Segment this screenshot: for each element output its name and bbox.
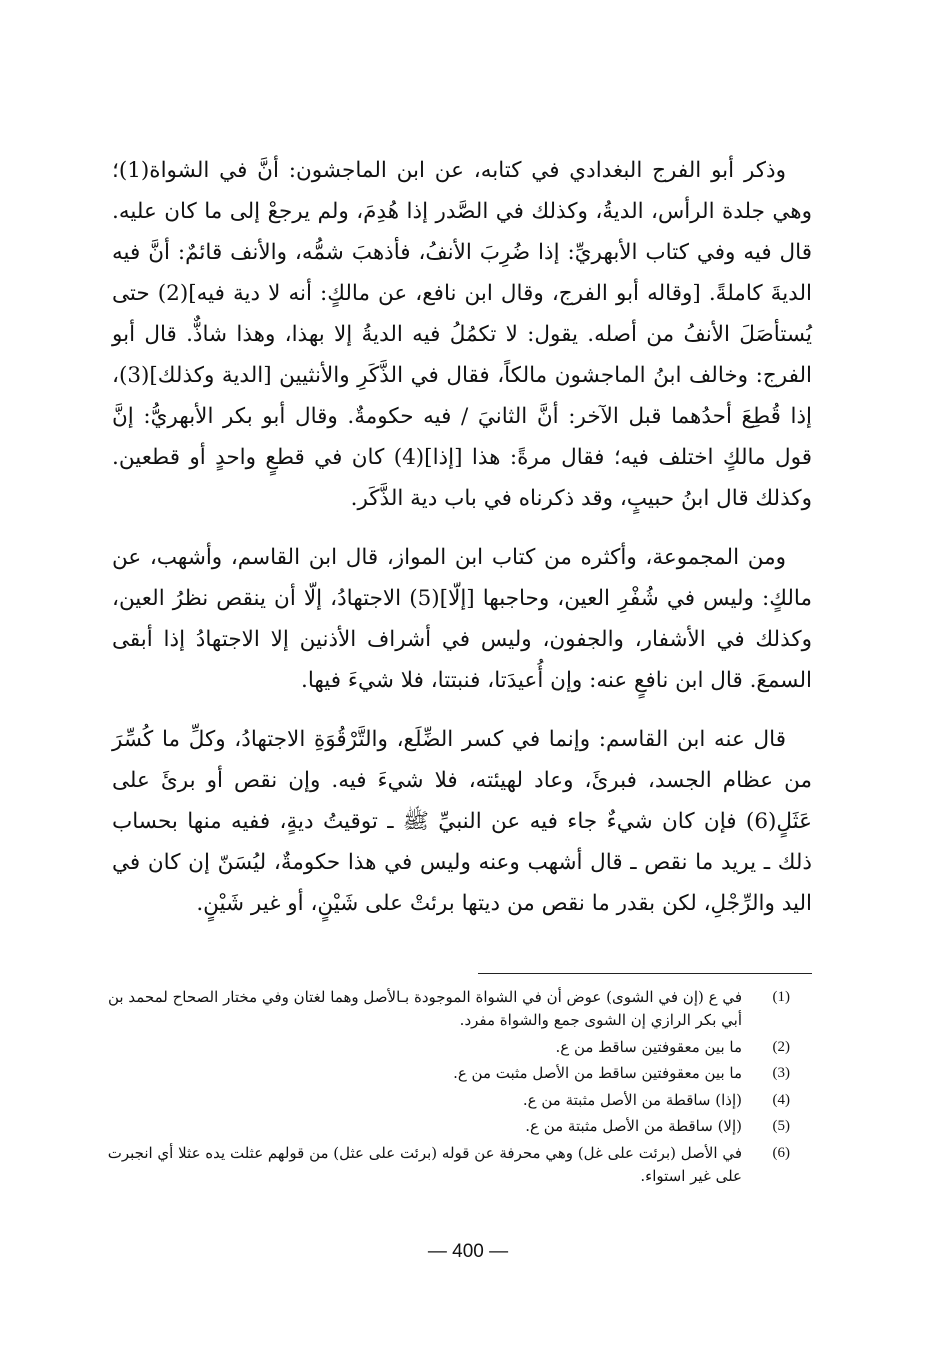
footnote-6 (100, 1142, 790, 1188)
footnote-number: (1) (772, 989, 790, 1005)
footnote-text: ما بين معقوفتين ساقط من الأصل مثبت من ع. (453, 1064, 742, 1082)
footnote-text: ما بين معقوفتين ساقط من ع. (555, 1037, 742, 1056)
footnote-number: (6) (772, 1144, 790, 1161)
footnote-1 (100, 986, 790, 1032)
footnote-number: (4) (772, 1091, 790, 1108)
footnote-text: في الأصل (برئت على غل) وهي محرفة عن قوله (برئت على عثل) من قولهم عثلت يده عثلا أي انجبرت على غير استواء. (107, 1143, 742, 1185)
footnote-5 (100, 1115, 790, 1138)
footnote-number: (5) (772, 1118, 790, 1134)
footnote-number: (3) (772, 1065, 790, 1081)
footnote-2 (100, 1036, 790, 1059)
main-text-body (112, 150, 812, 924)
footnote-divider (478, 973, 812, 974)
paragraph-2: ومن المجموعة، وأكثره من كتاب ابن المواز، قال ابن القاسم، وأشهب، عن مالكٍ: وليس في شُفْرِ العين، وحاجبها [إلّا](5) الاجتهادُ، إلّا أن ينقص نظرُ العين، وكذلك في الأشفار، والجفون، وليس في أشراف الأذنين إلا الاجتهادُ إذا أبقى السمعَ. قال ابن نافعٍ عنه: وإن أُعيدَتا، فنبتتا، فلا شيءَ فيها. (112, 545, 812, 693)
footnote-text: في ع (إن في الشوى) عوض أن في الشواة الموجودة بـالأصل وهما لغتان وفي مختار الصحاح لمحمد بن أبي بكر الرازي إن الشوى جمع والشواة مفرد. (108, 988, 742, 1029)
footnote-text: (إلا) ساقطة من الأصل مثبتة من ع. (525, 1117, 742, 1135)
page-number: — 400 — (427, 1241, 509, 1262)
footnote-4 (100, 1089, 790, 1112)
footnote-text: (إذا) ساقطة من الأصل مثبتة من ع. (522, 1090, 742, 1109)
paragraph-1: وذكر أبو الفرج البغدادي في كتابه، عن ابن الماجشون: أنَّ في الشواة(1)؛ وهي جلدة الرأس، الديةُ، وكذلك في الصَّدر إذا هُدِمَ، ولم يرجعْ إلى ما كان عليه. قال فيه وفي كتاب الأبهريِّ: إذا ضُرِبَ الأنفُ، فأذهبَ شمُّه، والأنف قائمٌ: أنَّ فيه الديةَ كاملةً. [وقاله أبو الفرج، وقال ابن نافع، عن مالكٍ: أنه لا دية فيه](2) حتى يُستأصَلَ الأنفُ من أصله. يقول: لا تكمُلُ فيه الديةُ إلا بهذا، وهذا شاذٌّ. قال أبو الفرج: وخالف ابنُ الماجشون مالكاً، فقال في الذَّكَرِ والأنثيين [الدية وكذلك](3)، إذا قُطِعَ أحدُهما قبل الآخر: أنَّ الثانيَ / فيه حكومةٌ. وقال أبو بكر الأبهريُّ: إنَّ قول مالكٍ اختلف فيه؛ فقال مرةً: هذا [إذا](4) كان في قطعٍ واحدٍ أو قطعين. وكذلك قال ابنُ حبيبٍ، وقد ذكرناه في باب دية الذَّكَر. (112, 158, 812, 511)
footnote-3 (100, 1062, 790, 1085)
footnote-number: (2) (772, 1038, 790, 1055)
paragraph-3: قال عنه ابن القاسم: وإنما في كسر الضِّلَع، والتَّرْقُوَةِ الاجتهادُ، وكلِّ ما كُسِّرَ من عظام الجسد، فبرئَ، وعاد لهيئته، فلا شيءَ فيه. وإن نقص أو برئَ على عَثَلٍ(6) فإن كان شيءٌ جاء فيه عن النبيِّ ﷺ ـ توقيتُ ديةٍ، ففيه منها بحساب ذلك ـ يريد ما نقص ـ قال أشهب وعنه وليس في هذا حكومةٌ، ليُسَنّ إن كان في اليد والرِّجْلِ، لكن بقدر ما نقص من ديتها برئتْ على شَيْنٍ، أو غير شَيْنٍ. (112, 727, 812, 916)
footnotes-section (100, 986, 790, 1191)
